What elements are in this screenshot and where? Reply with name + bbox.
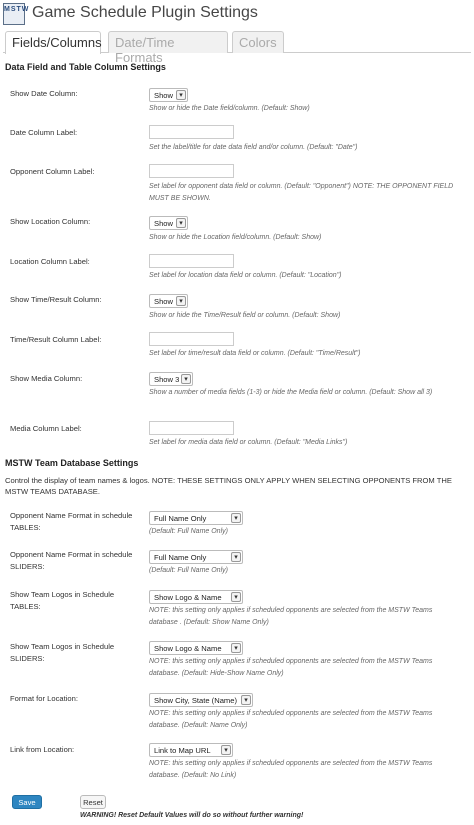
media-column-label-label: Media Column Label: — [10, 424, 82, 433]
show-time-result-column-select[interactable]: Show ▾ — [149, 294, 188, 308]
chevron-down-icon: ▾ — [221, 745, 231, 755]
chevron-down-icon: ▾ — [176, 296, 186, 306]
location-column-label-label: Location Column Label: — [10, 257, 90, 266]
date-column-label-label: Date Column Label: — [10, 128, 78, 137]
section-heading-team-db: MSTW Team Database Settings — [5, 458, 139, 468]
link-location-desc: NOTE: this setting only applies if scheduled opponents are selected from the MSTW Teams database. (Default: No Link) — [149, 760, 433, 779]
media-column-label-input[interactable] — [149, 421, 234, 435]
chevron-down-icon: ▾ — [231, 643, 241, 653]
team-logos-sliders-label: Show Team Logos in Schedule SLIDERS: — [10, 642, 115, 663]
show-media-column-desc: Show a number of media fields (1-3) or hide the Media field or column. (Default: Show all 3) — [149, 389, 433, 396]
chevron-down-icon: ▾ — [181, 374, 191, 384]
tab-bar — [3, 31, 471, 65]
time-result-column-label-label: Time/Result Column Label: — [10, 335, 102, 344]
link-location-select[interactable]: Link to Map URL ▾ — [149, 743, 233, 757]
team-logos-sliders-select[interactable]: Show Logo & Name ▾ — [149, 641, 243, 655]
show-time-result-column-label: Show Time/Result Column: — [10, 295, 102, 304]
show-media-column-select[interactable]: Show 3 ▾ — [149, 372, 193, 386]
time-result-column-label-input[interactable] — [149, 332, 234, 346]
page-title: Game Schedule Plugin Settings — [32, 4, 258, 21]
show-time-result-column-desc: Show or hide the Time/Result field or column. (Default: Show) — [149, 312, 341, 319]
chevron-down-icon: ▾ — [241, 695, 251, 705]
format-location-desc: NOTE: this setting only applies if scheduled opponents are selected from the MSTW Teams database. (Default: Name Only) — [149, 710, 433, 729]
show-location-column-label: Show Location Column: — [10, 217, 91, 226]
show-media-column-label: Show Media Column: — [10, 374, 83, 383]
reset-button[interactable]: Reset — [80, 795, 106, 809]
team-logos-tables-select[interactable]: Show Logo & Name ▾ — [149, 590, 243, 604]
location-column-label-desc: Set label for location data field or column. (Default: "Location") — [149, 272, 342, 279]
show-location-column-desc: Show or hide the Location field/column. (Default: Show) — [149, 234, 322, 241]
format-location-select[interactable]: Show City, State (Name) ▾ — [149, 693, 253, 707]
date-column-label-input[interactable] — [149, 125, 234, 139]
date-column-label-desc: Set the label/title for date data field and/or column. (Default: "Date") — [149, 144, 358, 151]
show-date-column-select[interactable]: Show ▾ — [149, 88, 188, 102]
location-column-label-input[interactable] — [149, 254, 234, 268]
opponent-column-label-desc: Set label for opponent data field or column. (Default: "Opponent") NOTE: THE OPPONENT FIELD MUST BE SHOWN. — [149, 183, 454, 202]
time-result-column-label-desc: Set label for time/result data field or column. (Default: "Time/Result") — [149, 350, 361, 357]
chevron-down-icon: ▾ — [231, 552, 241, 562]
team-db-intro: Control the display of team names & logos. NOTE: THESE SETTINGS ONLY APPLY WHEN SELECTING OPPONENTS FROM THE MSTW TEAMS DATABASE. — [5, 476, 452, 496]
opponent-name-tables-desc: (Default: Full Name Only) — [149, 528, 228, 535]
opponent-name-tables-label: Opponent Name Format in schedule TABLES: — [10, 511, 133, 532]
section-heading-columns: Data Field and Table Column Settings — [5, 62, 166, 72]
team-logos-tables-desc: NOTE: this setting only applies if scheduled opponents are selected from the MSTW Teams database . (Default: Show Name Only) — [149, 607, 433, 626]
mstw-logo: MSTW — [3, 3, 25, 25]
format-location-label: Format for Location: — [10, 694, 78, 703]
media-column-label-desc: Set label for media data field or column. (Default: "Media Links") — [149, 439, 348, 446]
chevron-down-icon: ▾ — [176, 218, 186, 228]
team-logos-tables-label: Show Team Logos in Schedule TABLES: — [10, 590, 115, 611]
opponent-column-label-input[interactable] — [149, 164, 234, 178]
save-button[interactable]: Save — [12, 795, 42, 809]
opponent-column-label-label: Opponent Column Label: — [10, 167, 95, 176]
team-logos-sliders-desc: NOTE: this setting only applies if scheduled opponents are selected from the MSTW Teams database. (Default: Hide-Show Name Only) — [149, 658, 433, 677]
opponent-name-sliders-label: Opponent Name Format in schedule SLIDERS: — [10, 550, 133, 571]
opponent-name-sliders-desc: (Default: Full Name Only) — [149, 567, 228, 574]
tab-colors[interactable]: Colors — [232, 31, 284, 53]
opponent-name-tables-select[interactable]: Full Name Only ▾ — [149, 511, 243, 525]
show-location-column-select[interactable]: Show ▾ — [149, 216, 188, 230]
chevron-down-icon: ▾ — [176, 90, 186, 100]
chevron-down-icon: ▾ — [231, 592, 241, 602]
show-date-column-desc: Show or hide the Date field/column. (Default: Show) — [149, 105, 310, 112]
opponent-name-sliders-select[interactable]: Full Name Only ▾ — [149, 550, 243, 564]
chevron-down-icon: ▾ — [231, 513, 241, 523]
tab-date-time-formats[interactable]: Date/Time Formats — [108, 31, 228, 53]
link-location-label: Link from Location: — [10, 745, 75, 754]
tab-fields-columns[interactable]: Fields/Columns — [5, 31, 101, 54]
show-date-column-label: Show Date Column: — [10, 89, 78, 98]
reset-warning: WARNING! Reset Default Values will do so without further warning! — [80, 812, 304, 819]
